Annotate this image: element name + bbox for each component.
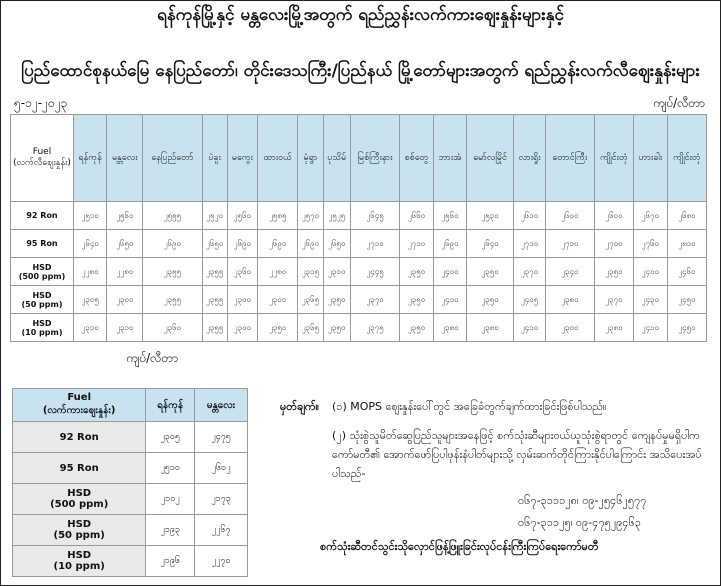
note-1: (၁) MOPS ဈေးနှုန်းပေါ်တွင် အခြေခံတွက်ချက်ထားခြင်းဖြစ်ပါသည်။ xyxy=(332,400,607,413)
title-line-2: ပြည်ထောင်စုနယ်မြေ နေပြည်တော်၊ တိုင်းဒေသကြီး/ပြည်နယ် မြို့တော်များအတွက် ရည်ညွှန်းလက်လီဈေးနှုန်းများ xyxy=(21,61,700,81)
fuel-header: Fuel (လက်ကားဈေးနှုန်း) xyxy=(13,389,146,422)
price-cell: ၂၆၀၀ xyxy=(594,202,633,230)
table-row xyxy=(13,515,248,546)
price-cell: ၂၃၅၀ xyxy=(466,258,514,286)
col-yangon: ရန်ကုန် xyxy=(146,389,195,422)
price-cell: ၂၁၀၂ xyxy=(146,484,195,515)
price-cell: ၂၆၄၀ xyxy=(74,230,107,258)
price-cell: ၂၆၀၂ xyxy=(195,453,248,484)
price-cell: ၂၅၃၀ xyxy=(466,202,514,230)
price-cell: ၂၂၇၀ xyxy=(195,546,248,577)
price-cell: ၂၄၃၀ xyxy=(633,286,667,314)
price-cell: ၂၃၇၀ xyxy=(350,286,399,314)
price-cell: ၂၅၁၀ xyxy=(74,202,107,230)
fuel-label: HSD (50 ppm) xyxy=(11,286,74,314)
price-cell: ၂၆၉၀ xyxy=(258,230,298,258)
city-header: တောင်ကြီး xyxy=(545,115,594,202)
price-cell: ၂၄၁၀ xyxy=(514,314,545,342)
price-cell: ၂၃၁၀ xyxy=(107,314,143,342)
price-cell: ၂၃၁၅ xyxy=(298,258,323,286)
price-cell: ၂၃၇၀ xyxy=(514,258,545,286)
price-cell: ၂၁၉၃ xyxy=(146,515,195,546)
price-cell: ၂၃၅၀ xyxy=(258,314,298,342)
price-cell: ၂၃၅၀ xyxy=(323,286,350,314)
notes-heading: မှတ်ချက်။ xyxy=(280,400,320,413)
fuel-label: HSD (50 ppm) xyxy=(13,515,146,546)
price-cell: ၂၆၉၀ xyxy=(227,230,257,258)
price-cell: ၂၃၈၀ xyxy=(594,314,633,342)
price-cell: ၂၃၅၀ xyxy=(400,258,434,286)
price-cell: ၂၆၉၀ xyxy=(298,230,323,258)
title-line-1: ရန်ကုန်မြို့နှင့် မန္တလေးမြို့အတွက် ရည်ညွှန်းလက်ကားဈေးနှုန်းများနှင့် xyxy=(157,5,564,25)
price-cell: ၂၂၆၇ xyxy=(195,515,248,546)
price-cell: ၂၅၁၀ xyxy=(146,453,195,484)
table-row xyxy=(13,546,248,577)
price-cell: ၂၃၀၀ xyxy=(227,314,257,342)
price-cell: ၂၄၁၀ xyxy=(633,314,667,342)
price-cell: ၂၃၆၀ xyxy=(143,314,202,342)
price-cell: ၂၃၇၅ xyxy=(350,314,399,342)
unit-label-mid: ကျပ်/လီတာ xyxy=(126,351,179,365)
price-cell: ၂၃၀၀ xyxy=(545,314,594,342)
table-row xyxy=(11,286,707,314)
fuel-label: 95 Ron xyxy=(13,453,146,484)
fuel-label: HSD (500 ppm) xyxy=(11,258,74,286)
price-cell: ၂၃၅၅ xyxy=(202,314,227,342)
price-cell: ၂၆၁၀ xyxy=(514,202,545,230)
city-header: ကျိုင်းတုံ xyxy=(594,115,633,202)
price-cell: ၂၃၁၀ xyxy=(74,314,107,342)
table-row xyxy=(13,422,248,453)
price-cell: ၂၆၅၀ xyxy=(107,230,143,258)
city-header: မန္တလေး xyxy=(107,115,143,202)
table-row xyxy=(13,484,248,515)
price-cell: ၂၃၅၅ xyxy=(143,286,202,314)
price-cell: ၂၇၆၀ xyxy=(633,230,667,258)
price-cell: ၂၅၆၀ xyxy=(434,202,467,230)
city-header: မော်လမြိုင် xyxy=(466,115,514,202)
table-row xyxy=(11,314,707,342)
table-row xyxy=(11,258,707,286)
price-cell: ၂၃၈၀ xyxy=(434,314,467,342)
price-cell: ၂၆၉၀ xyxy=(143,230,202,258)
price-cell: ၂၄၅၀ xyxy=(667,286,706,314)
city-header: ထားဝယ် xyxy=(258,115,298,202)
price-cell: ၂၄၀၀ xyxy=(633,258,667,286)
price-cell: ၂၆၈၀ xyxy=(667,202,706,230)
price-cell: ၂၁၇၃ xyxy=(195,484,248,515)
price-cell: ၂၃၅၅ xyxy=(202,258,227,286)
table-header-row xyxy=(11,115,707,202)
price-cell: ၂၅၆၀ xyxy=(227,202,257,230)
price-cell: ၂၅၂၅ xyxy=(323,202,350,230)
price-cell: ၂၃၀၅ xyxy=(74,286,107,314)
price-cell: ၂၃၆၅ xyxy=(298,286,323,314)
city-header: ပဲခူး xyxy=(202,115,227,202)
city-header: မုံရွာ xyxy=(298,115,323,202)
price-cell: ၂၄၀၅ xyxy=(514,286,545,314)
price-cell: ၂၃၅၀ xyxy=(466,286,514,314)
city-header: ကျိုင်းတုံ xyxy=(667,115,706,202)
price-cell: ၂၃၅၀ xyxy=(400,314,434,342)
fuel-label: 92 Ron xyxy=(13,422,146,453)
fuel-label: HSD (10 ppm) xyxy=(13,546,146,577)
table-row xyxy=(13,453,248,484)
table-row xyxy=(11,230,707,258)
price-cell: ၂၃၅၀ xyxy=(323,314,350,342)
retail-price-table xyxy=(10,114,707,342)
price-cell: ၂၆၉၀ xyxy=(434,230,467,258)
price-cell: ၂၇၁၀ xyxy=(350,230,399,258)
price-cell: ၂၁၉၆ xyxy=(146,546,195,577)
city-header: ဘားအံ xyxy=(434,115,467,202)
price-cell: ၂၂၈၀ xyxy=(258,258,298,286)
price-cell: ၂၃၀၀ xyxy=(227,286,257,314)
price-cell: ၂၅၆၀ xyxy=(107,202,143,230)
price-cell: ၂၇၁၀ xyxy=(545,230,594,258)
price-cell: ၂၃၄၀ xyxy=(545,258,594,286)
unit-label-top: ကျပ်/လီတာ xyxy=(652,96,705,110)
price-cell: ၂၅၈၅ xyxy=(258,202,298,230)
city-header: လားရှိုး xyxy=(514,115,545,202)
city-header: နေပြည်တော် xyxy=(143,115,202,202)
fuel-label: 92 Ron xyxy=(11,202,74,230)
price-cell: ၂၅၅၅ xyxy=(143,202,202,230)
fuel-label: 95 Ron xyxy=(11,230,74,258)
note-2: (၂) သုံးစွဲသူမိတ်ဆွေပြည်သူများအနေဖြင့် စက်သုံးဆီများဝယ်ယူသုံးစွဲရာတွင် ကျေနပ်မှုမရှိပါက ကော်မတီ၏ အောက်ဖော်ပြပါဖုန်းနံပါတ်များသို့ လှမ်းဆက်တိုင်ကြားနိုင်ပါကြောင်း အသိပေးအပ်ပါသည်- xyxy=(332,429,702,480)
price-cell: ၂၃၅၅ xyxy=(202,286,227,314)
city-header: မြစ်ကြီးနား xyxy=(350,115,399,202)
phone-1: ၀၆၇-၃၁၁၁၂၈၊ ၀၉-၂၅၄၆၂၅၇၇ xyxy=(518,494,647,507)
price-cell: ၂၅၂၀ xyxy=(202,202,227,230)
col-mandalay: မန္တလေး xyxy=(195,389,248,422)
price-cell: ၂၆၀၀ xyxy=(545,202,594,230)
price-cell: ၂၃၆၅ xyxy=(298,314,323,342)
price-cell: ၂၆၄၀ xyxy=(466,230,514,258)
price-cell: ၂၆၇၀ xyxy=(633,202,667,230)
fuel-label: HSD (10 ppm) xyxy=(11,314,74,342)
price-cell: ၂၇၁၀ xyxy=(400,230,434,258)
price-cell: ၂၆၅၀ xyxy=(323,230,350,258)
price-cell: ၂၃၀၀ xyxy=(107,286,143,314)
price-cell: ၂၅၇၀ xyxy=(298,202,323,230)
price-cell: ၂၃၆၀ xyxy=(227,258,257,286)
price-cell: ၂၃၅၀ xyxy=(594,258,633,286)
fuel-header: Fuel (လက်လီဈေးနှုန်း) xyxy=(11,115,74,202)
price-cell: ၂၆၆၀ xyxy=(400,202,434,230)
price-cell: ၂၃၈၀ xyxy=(545,286,594,314)
price-cell: ၂၄၁၀ xyxy=(434,286,467,314)
price-cell: ၂၄၄၅ xyxy=(350,258,399,286)
price-cell: ၂၆၄၅ xyxy=(350,202,399,230)
price-cell: ၂၃၈၀ xyxy=(466,314,514,342)
footer-committee: စက်သုံးဆီတင်သွင်းသိုလှောင်ဖြန့်ဖြူးခြင်းလုပ်ငန်းကြီးကြပ်ရေးကော်မတီ xyxy=(320,540,599,553)
table-row xyxy=(11,202,707,230)
price-cell: ၂၇၀၀ xyxy=(594,230,633,258)
price-cell: ၂၃၀၀ xyxy=(323,258,350,286)
price-cell: ၂၃၅၅ xyxy=(143,258,202,286)
price-cell: ၂၃၀၀ xyxy=(258,286,298,314)
price-cell: ၂၄၆၀ xyxy=(667,258,706,286)
table-header-row xyxy=(13,389,248,422)
phone-2: ၀၆၇-၃၁၁၂၅၊ ၀၉-၄၇၅၂၉၄၆၃ xyxy=(518,516,641,529)
city-header: ပုသိမ် xyxy=(323,115,350,202)
city-header: ဟားခါး xyxy=(633,115,667,202)
price-cell: ၂၃၇၀ xyxy=(594,286,633,314)
city-header: စစ်တွေ xyxy=(400,115,434,202)
price-cell: ၂၄၇၅ xyxy=(195,422,248,453)
price-cell: ၂၃၅၀ xyxy=(400,286,434,314)
price-cell: ၂၄၀၀ xyxy=(434,258,467,286)
price-cell: ၂၃၀၅ xyxy=(146,422,195,453)
city-header: ရန်ကုန် xyxy=(74,115,107,202)
price-cell: ၂၄၅၀ xyxy=(667,314,706,342)
price-cell: ၂၈၁၀ xyxy=(667,230,706,258)
price-cell: ၂၂၈၀ xyxy=(74,258,107,286)
price-cell: ၂၂၈၀ xyxy=(107,258,143,286)
price-cell: ၂၆၅၀ xyxy=(202,230,227,258)
wholesale-price-table xyxy=(12,388,248,577)
fuel-label: HSD (500 ppm) xyxy=(13,484,146,515)
city-header: မကွေး xyxy=(227,115,257,202)
date: ၅-၁၂-၂၀၂၃ xyxy=(14,96,68,110)
price-cell: ၂၇၁၀ xyxy=(514,230,545,258)
